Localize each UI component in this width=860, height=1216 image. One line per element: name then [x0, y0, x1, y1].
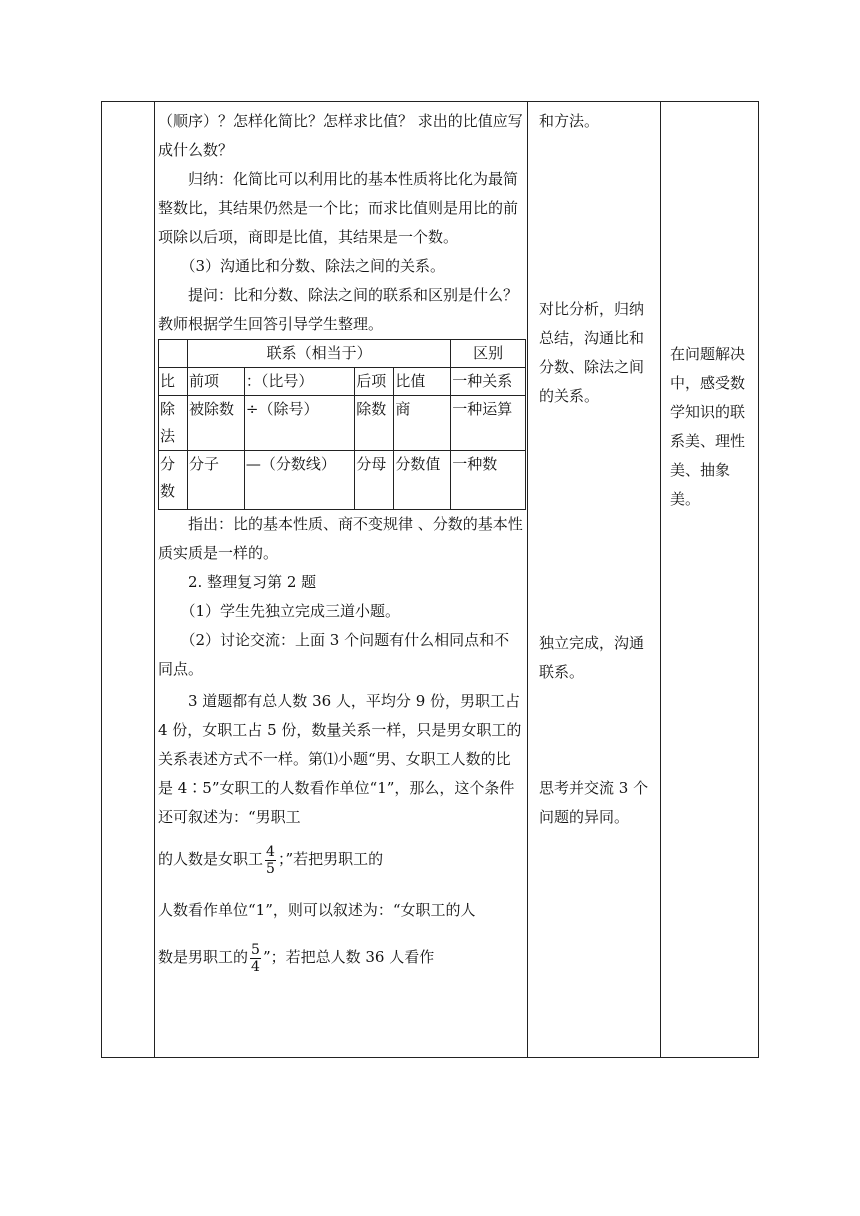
table-cell: 一种运算	[451, 396, 526, 451]
table-cell: —（分数线）	[244, 451, 354, 510]
paragraph: 2. 整理复习第 2 题	[188, 573, 317, 591]
text-run: 数是男职工的	[158, 948, 249, 966]
table-cell: 比	[159, 368, 188, 396]
text-run: ；”若把男职工的	[277, 850, 384, 868]
table-cell: 比值	[394, 368, 451, 396]
paragraph: 提问：比和分数、除法之间的联系和区别是什么？教师根据学生回答引导学生整理。	[158, 286, 519, 333]
text-run: 的人数是女职工	[158, 850, 264, 868]
paragraph: （2）讨论交流：上面 3 个问题有什么相同点和不同点。	[158, 631, 510, 678]
design-intent-note: 在问题解决中，感受数学知识的联系美、理性美、抽象美。	[670, 345, 746, 508]
fraction-numerator: 5	[251, 941, 260, 958]
paragraph: （1）学生先独立完成三道小题。	[180, 602, 401, 620]
fraction	[250, 942, 261, 975]
paragraph: （顺序）？怎样化简比？怎样求比值？ 求出的比值应写成什么数？	[158, 112, 523, 159]
paragraph: 3 道题都有总人数 36 人，平均分 9 份，男职工占 4 份，女职工占 5 份，数量关系一样，只是男女职工的关系表述方式不一样。第⑴小题“男、女职工人数的比是 4∶5”女职工的人数看作单位“1”，那么，这个条件还可叙述为：“男职工	[158, 692, 522, 826]
column-divider	[527, 102, 528, 1057]
text-run: ”；若把总人数 36 人看作	[262, 948, 435, 966]
student-activity-note: 思考并交流 3 个问题的异同。	[539, 779, 649, 826]
paragraph	[158, 932, 524, 982]
paragraph: 归纳：化简比可以利用比的基本性质将比化为最简整数比，其结果仍然是一个比；而求比值则是用比的前项除以后项，商即是比值，其结果是一个数。	[158, 170, 519, 246]
student-activity-note: 和方法。	[539, 112, 600, 130]
student-activity-note: 独立完成，沟通联系。	[539, 634, 645, 681]
fraction-denominator: 4	[251, 958, 260, 975]
paragraph: （3）沟通比和分数、除法之间的关系。	[180, 257, 446, 275]
table-cell: 除数	[355, 396, 394, 451]
table-row	[159, 451, 526, 510]
paragraph: 指出：比的基本性质、商不变规律 、分数的基本性质实质是一样的。	[158, 515, 523, 562]
column-divider	[154, 102, 155, 1057]
table-cell: 分子	[188, 451, 245, 510]
table-header: 区别	[451, 340, 526, 368]
table-cell: 分数值	[394, 451, 451, 510]
column-divider	[660, 102, 661, 1057]
table-cell: 分数	[159, 451, 188, 510]
fraction	[265, 844, 276, 877]
teaching-process-column	[158, 107, 524, 982]
table-cell: 除法	[159, 396, 188, 451]
student-activity-note: 对比分析，归纳总结，沟通比和分数、除法之间的关系。	[539, 300, 645, 405]
table-row	[159, 396, 526, 451]
relation-table	[158, 339, 526, 510]
table-cell: 一种数	[451, 451, 526, 510]
table-cell: 前项	[188, 368, 245, 396]
paragraph: 人数看作单位“1”，则可以叙述为：“女职工的人	[158, 901, 476, 919]
paragraph	[158, 830, 524, 888]
table-cell: ：（比号）	[244, 368, 354, 396]
table-cell: 分母	[355, 451, 394, 510]
table-row	[159, 368, 526, 396]
table-header: 联系（相当于）	[188, 340, 451, 368]
table-cell: 一种关系	[451, 368, 526, 396]
table-cell: 被除数	[188, 396, 245, 451]
table-cell: 后项	[355, 368, 394, 396]
fraction-numerator: 4	[266, 843, 275, 860]
table-cell: 商	[394, 396, 451, 451]
table-cell: ÷（除号）	[244, 396, 354, 451]
table-row	[159, 340, 526, 368]
lesson-table	[101, 101, 759, 1058]
fraction-denominator: 5	[266, 860, 275, 877]
